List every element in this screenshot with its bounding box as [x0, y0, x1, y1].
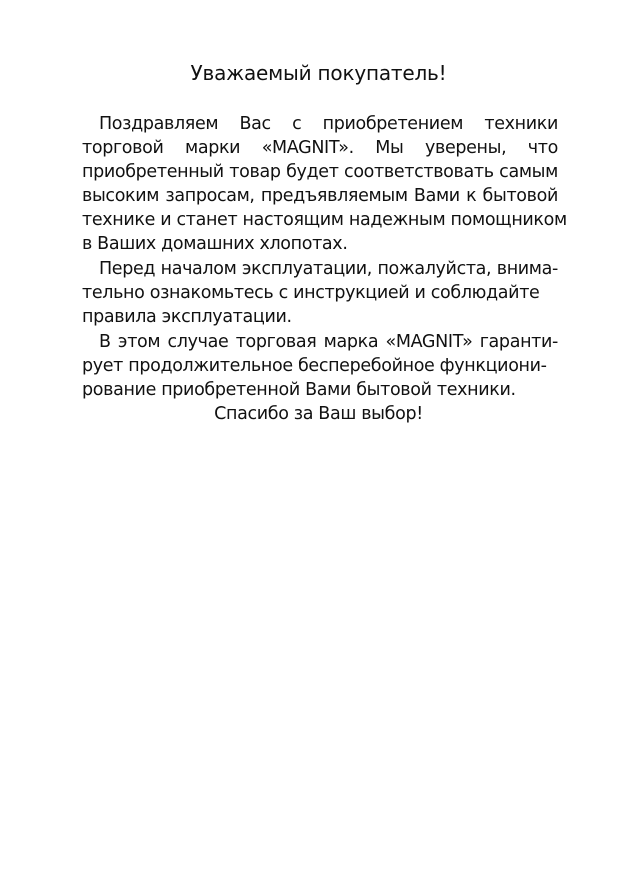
paragraph-1-line-1: Поздравляем Вас с приобретением техники — [99, 114, 558, 134]
paragraph-3-line-2: рует продолжительное бесперебойное функциони- — [82, 356, 547, 376]
paragraph-1-line-6: в Ваших домашних хлопотах. — [82, 234, 348, 254]
paragraph-1-line-4: высоким запросам, предъявляемым Вами к бытовой — [82, 186, 558, 206]
closing-thanks: Спасибо за Ваш выбор! — [214, 404, 423, 424]
paragraph-3-line-3: рование приобретенной Вами бытовой техники. — [82, 380, 516, 400]
paragraph-2-line-1: Перед началом эксплуатации, пожалуйста, внима- — [99, 259, 558, 279]
paragraph-2-line-2: тельно ознакомьтесь с инструкцией и соблюдайте — [82, 283, 540, 303]
paragraph-3-line-1: В этом случае торговая марка «MAGNIT» гаранти- — [99, 332, 558, 352]
page-title: Уважаемый покупатель! — [190, 61, 447, 85]
paragraph-1-line-2: торговой марки «MAGNIT». Мы уверены, что — [82, 138, 558, 158]
paragraph-2-line-3: правила эксплуатации. — [82, 307, 292, 327]
paragraph-1-line-3: приобретенный товар будет соответствовать самым — [82, 162, 558, 182]
paragraph-1-line-5: технике и станет настоящим надежным помощником — [82, 210, 567, 230]
